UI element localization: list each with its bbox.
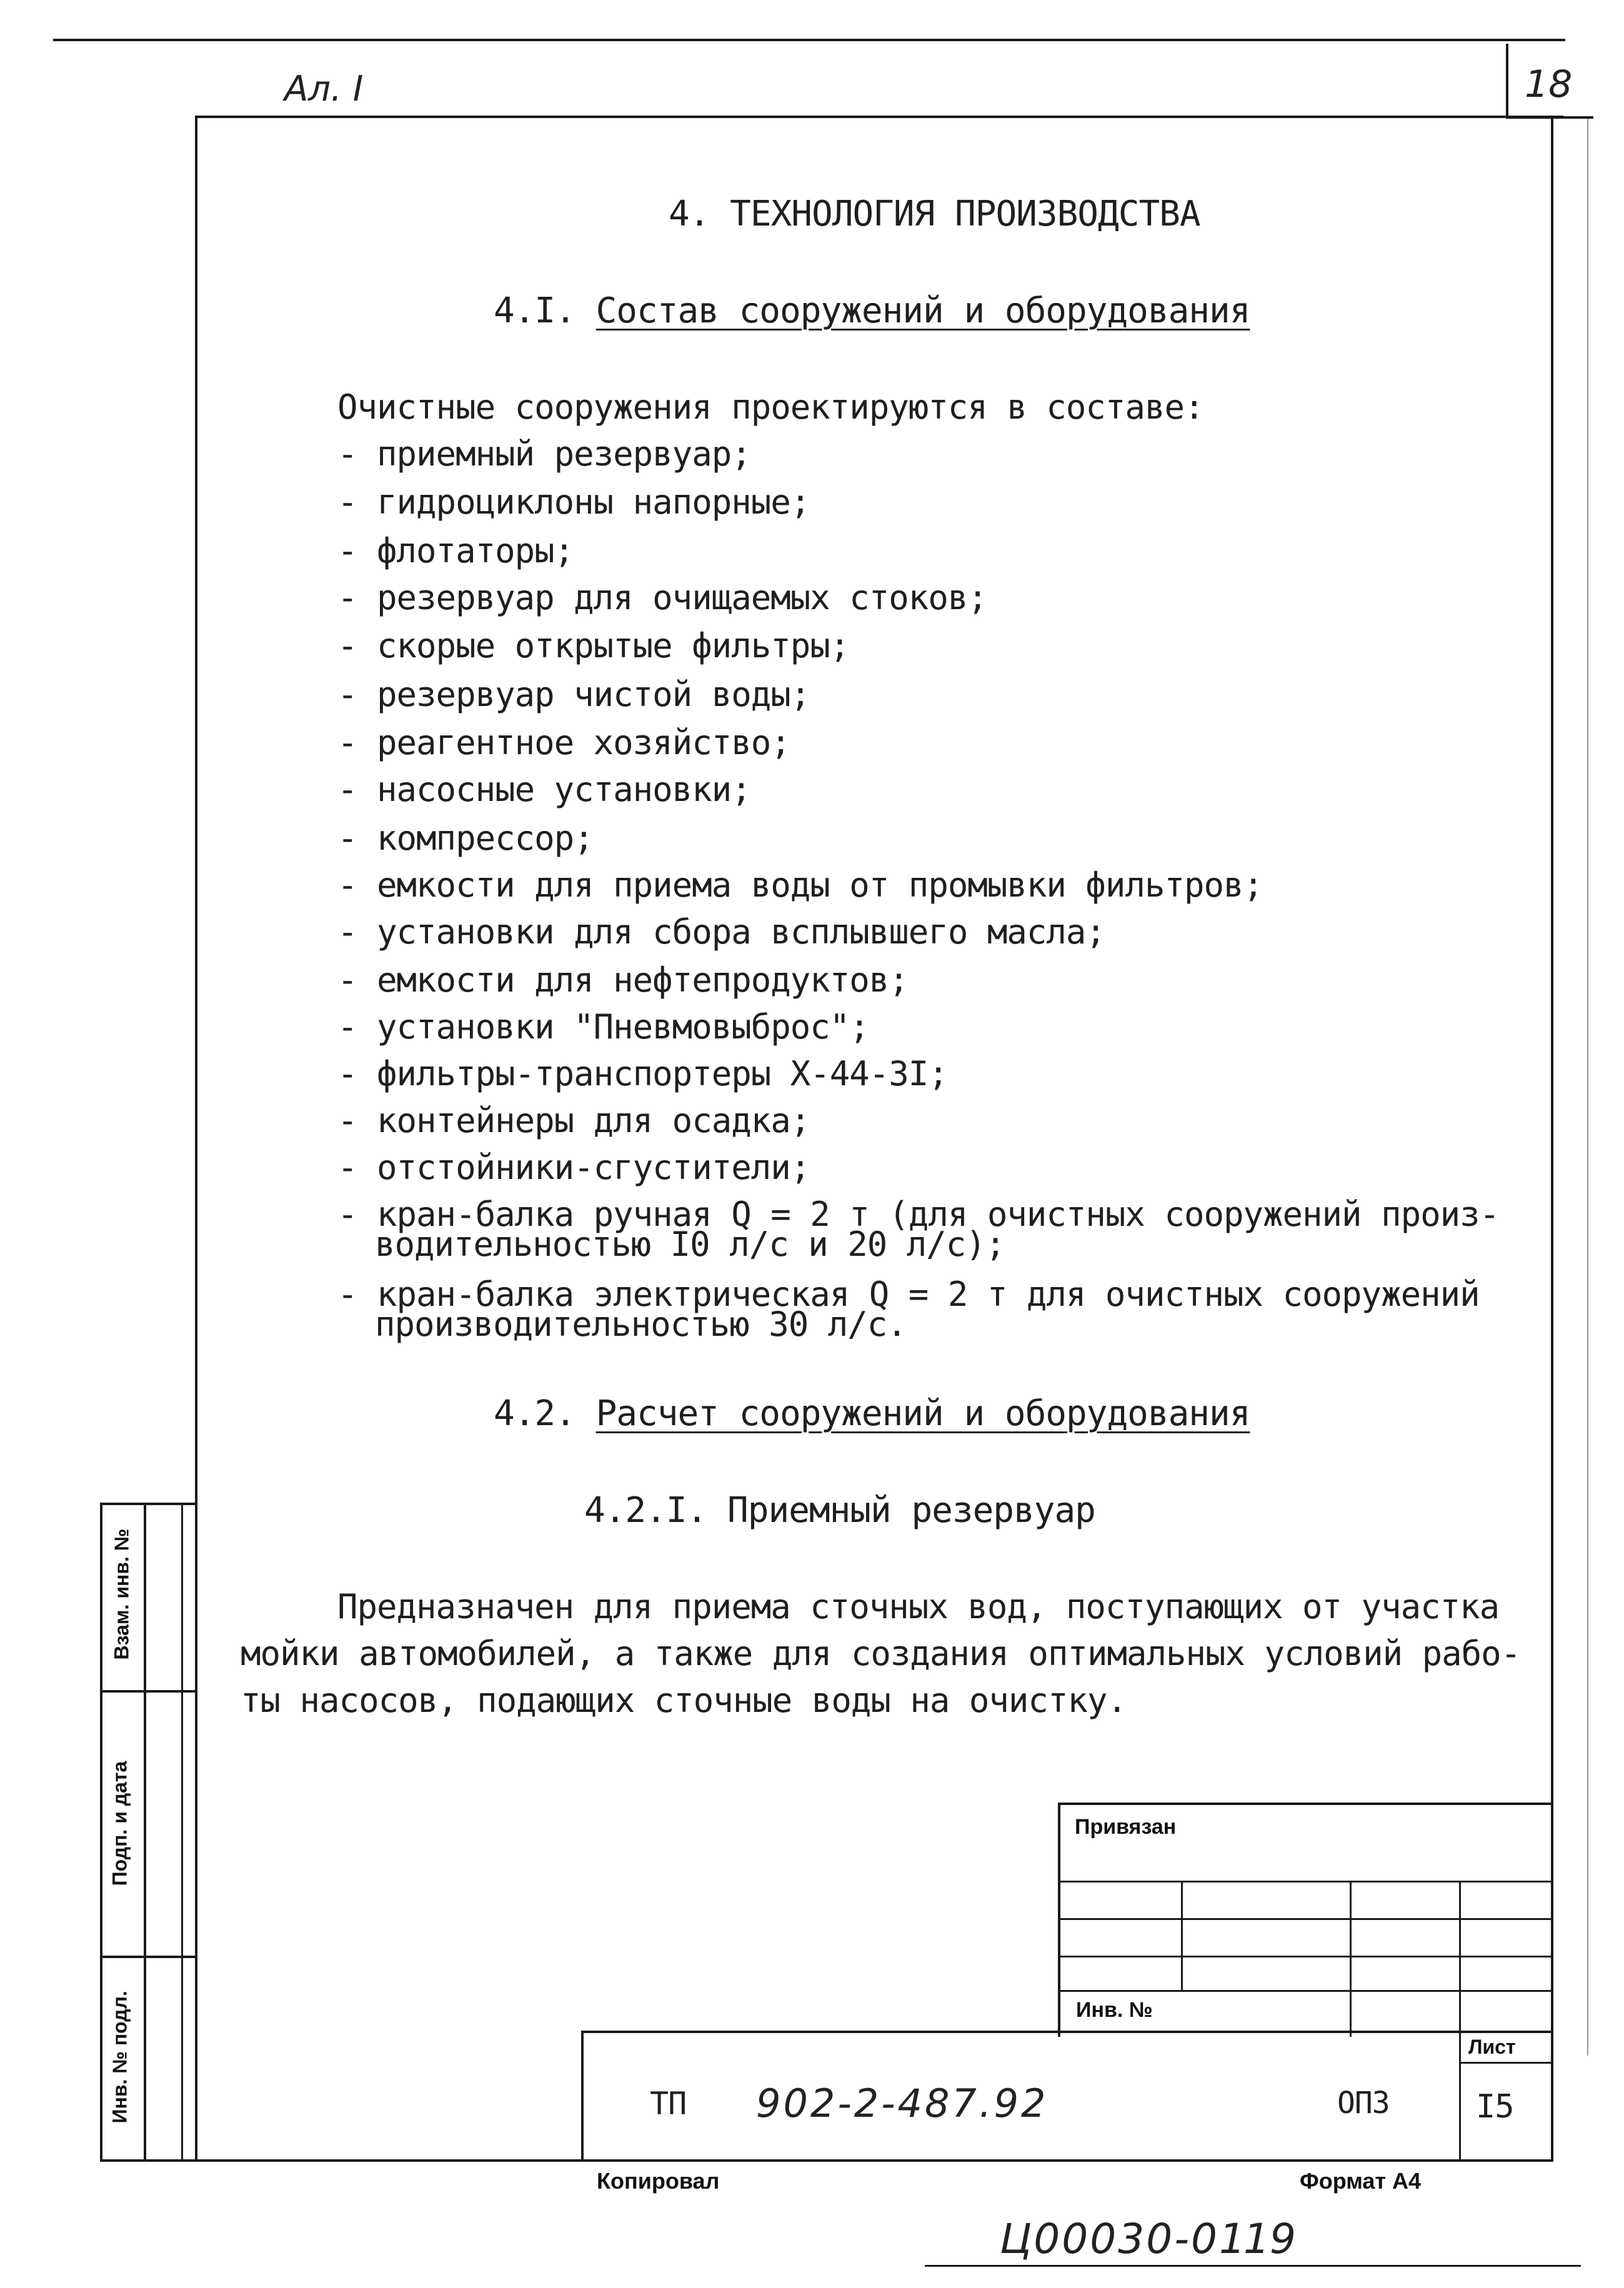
list-item: - резервуар для очищаемых стоков; <box>337 578 987 617</box>
top-border-line <box>53 39 1565 41</box>
doc-number: 902-2-487.92 <box>756 2081 1049 2126</box>
title-block-border <box>1350 1881 1352 2037</box>
intro-text: Очистные сооружения проектируются в составе: <box>337 387 1204 427</box>
list-item: - насосные установки; <box>337 770 751 809</box>
subsection-4-2-1 <box>584 1490 1095 1531</box>
paragraph-line: Предназначен для приема сточных вод, поступающих от участка <box>337 1587 1500 1626</box>
stamp-label-vzam: Взам. инв. № <box>110 1528 133 1660</box>
side-stamp-border <box>100 1503 197 1505</box>
list-item: - гидроциклоны напорные; <box>337 482 810 522</box>
list-item: - реагентное хозяйство; <box>337 723 790 762</box>
subsection-4-2-number: 4.2. <box>494 1393 575 1434</box>
tp-label: ТП <box>650 2086 687 2122</box>
subsection-4-2-title: Расчет сооружений и оборудования <box>595 1393 1250 1434</box>
list-item: - кран-балка ручная Q = 2 т (для очистных сооружений произ- <box>337 1195 1500 1234</box>
list-item: - установки для сбора всплывшего масла; <box>337 912 1105 952</box>
frame-top <box>195 116 1563 118</box>
list-item: - кран-балка электрическая Q = 2 т для очистных сооружений <box>337 1275 1480 1314</box>
list-item: - контейнеры для осадка; <box>337 1101 810 1140</box>
list-item: - емкости для приема воды от промывки фильтров; <box>337 865 1263 905</box>
side-stamp-border <box>100 1956 197 1958</box>
paragraph-line: ты насосов, подающих сточные воды на очистку. <box>241 1681 1127 1720</box>
list-item: - скорые открытые фильтры; <box>337 626 850 665</box>
list-item: - компрессор; <box>337 818 594 858</box>
list-item: - отстойники-сгустители; <box>337 1148 810 1187</box>
section-title: 4. ТЕХНОЛОГИЯ ПРОИЗВОДСТВА <box>669 194 1200 234</box>
list-label: Лист <box>1468 2036 1516 2058</box>
title-block-border <box>581 2031 584 2162</box>
title-block-border <box>1181 1881 1183 1990</box>
stamp-label-podp: Подп. и дата <box>108 1761 131 1886</box>
list-item: - приемный резервуар; <box>337 434 751 474</box>
bottom-rule <box>925 2265 1581 2267</box>
inv-no-label: Инв. № <box>1076 1998 1153 2022</box>
list-item: - резервуар чистой воды; <box>337 675 810 714</box>
stamp-label-inv: Инв. № подл. <box>108 1991 131 2124</box>
title-block-border <box>1459 2062 1553 2064</box>
subsection-4-2-1-number: 4.2.I. <box>584 1490 707 1531</box>
title-block-border <box>1459 2031 1461 2162</box>
archive-page: 19 <box>1243 2215 1296 2263</box>
title-block-border <box>1058 1918 1553 1920</box>
subsection-4-2-1-title: Приемный резервуар <box>727 1490 1095 1531</box>
sheet-number: I5 <box>1476 2088 1514 2126</box>
side-stamp-border <box>144 1503 146 2160</box>
list-item: - фильтры-транспортеры Х-44-3I; <box>337 1054 948 1093</box>
format-label: Формат А4 <box>1300 2168 1422 2194</box>
subsection-4-2 <box>494 1393 1250 1434</box>
title-block-border <box>1459 1881 1461 2031</box>
subsection-4-1-title: Состав сооружений и оборудования <box>595 291 1250 331</box>
list-item: - флотаторы; <box>337 531 574 570</box>
doc-code: ОПЗ <box>1337 2086 1390 2121</box>
side-stamp-border <box>181 1503 183 2160</box>
list-item-continuation: водительностью I0 л/с и 20 л/с); <box>375 1225 1005 1264</box>
list-item: - установки "Пневмовыброс"; <box>337 1007 869 1047</box>
subsection-4-1-number: 4.I. <box>494 291 575 331</box>
page-box-left <box>1506 44 1508 119</box>
list-item-continuation: производительностью 30 л/с. <box>375 1305 907 1344</box>
archive-code: Ц00030-01 <box>1000 2215 1247 2263</box>
title-block-border <box>1058 1990 1553 1992</box>
side-stamp-border <box>100 1690 197 1693</box>
margin-note: Ал. I <box>284 69 364 109</box>
subsection-4-1 <box>494 291 1250 331</box>
privyazan-label: Привязан <box>1075 1815 1177 1839</box>
title-block-border <box>1058 1881 1553 1883</box>
frame-left <box>195 116 197 2162</box>
title-block-border <box>1058 1956 1553 1957</box>
outer-right-edge <box>1587 119 1588 2056</box>
title-block-border <box>581 2031 1553 2033</box>
kopiroval-label: Копировал <box>597 2168 720 2194</box>
paragraph-line: мойки автомобилей, а также для создания оптимальных условий рабо- <box>241 1634 1521 1673</box>
side-stamp-border <box>100 1503 102 2160</box>
page-number-handwritten: 18 <box>1525 62 1573 106</box>
title-block-border <box>1058 1803 1553 1805</box>
frame-right <box>1551 116 1553 2162</box>
list-item: - емкости для нефтепродуктов; <box>337 960 909 1000</box>
frame-bottom <box>100 2159 1553 2162</box>
